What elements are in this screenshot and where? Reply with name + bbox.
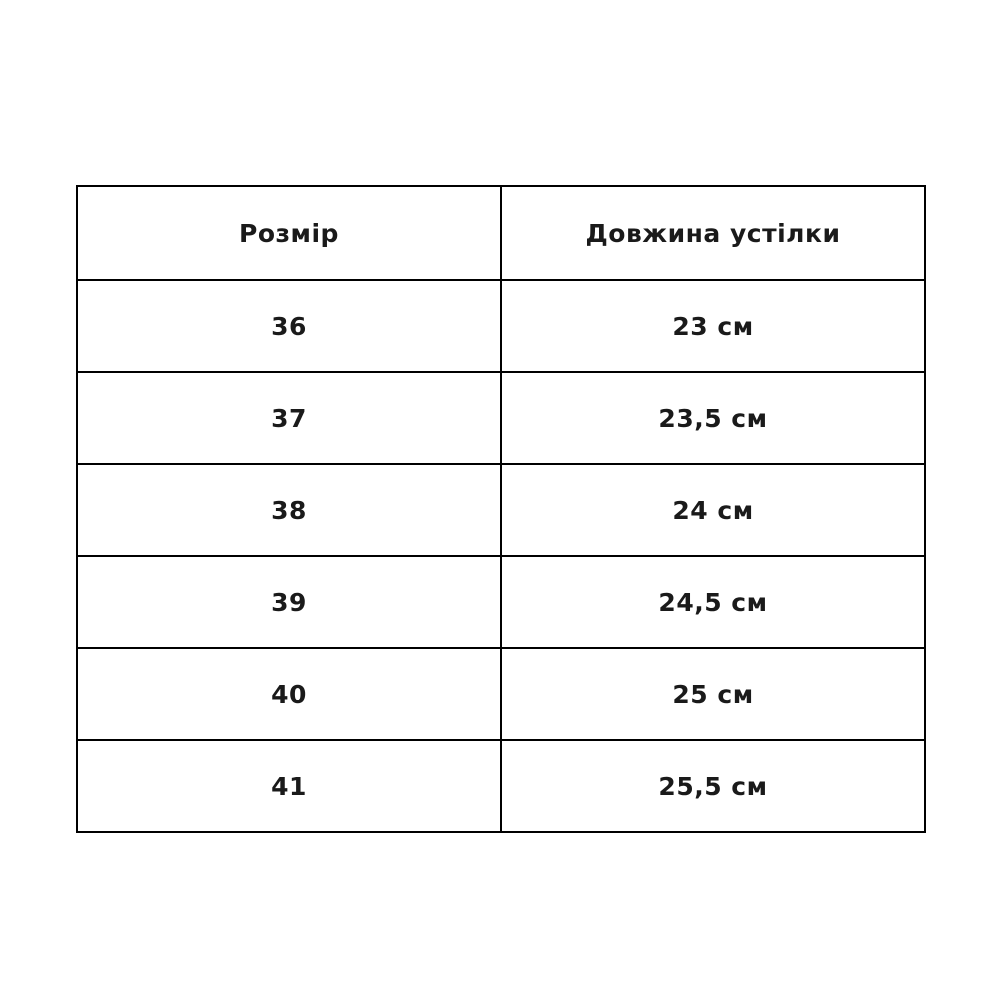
table-row <box>77 556 925 648</box>
table-row <box>77 372 925 464</box>
size-table-container <box>76 185 924 833</box>
cell-insole-length: 25,5 см <box>501 740 925 832</box>
column-header-size: Розмір <box>77 186 501 280</box>
cell-size: 38 <box>77 464 501 556</box>
cell-insole-length: 24 см <box>501 464 925 556</box>
table-row <box>77 464 925 556</box>
size-table <box>76 185 926 833</box>
table-body <box>77 280 925 832</box>
cell-size: 39 <box>77 556 501 648</box>
table-header-row <box>77 186 925 280</box>
table-row <box>77 280 925 372</box>
cell-size: 36 <box>77 280 501 372</box>
cell-insole-length: 25 см <box>501 648 925 740</box>
cell-insole-length: 23 см <box>501 280 925 372</box>
cell-size: 40 <box>77 648 501 740</box>
column-header-insole-length: Довжина устілки <box>501 186 925 280</box>
cell-insole-length: 23,5 см <box>501 372 925 464</box>
table-row <box>77 648 925 740</box>
cell-insole-length: 24,5 см <box>501 556 925 648</box>
cell-size: 37 <box>77 372 501 464</box>
table-header <box>77 186 925 280</box>
cell-size: 41 <box>77 740 501 832</box>
table-row <box>77 740 925 832</box>
